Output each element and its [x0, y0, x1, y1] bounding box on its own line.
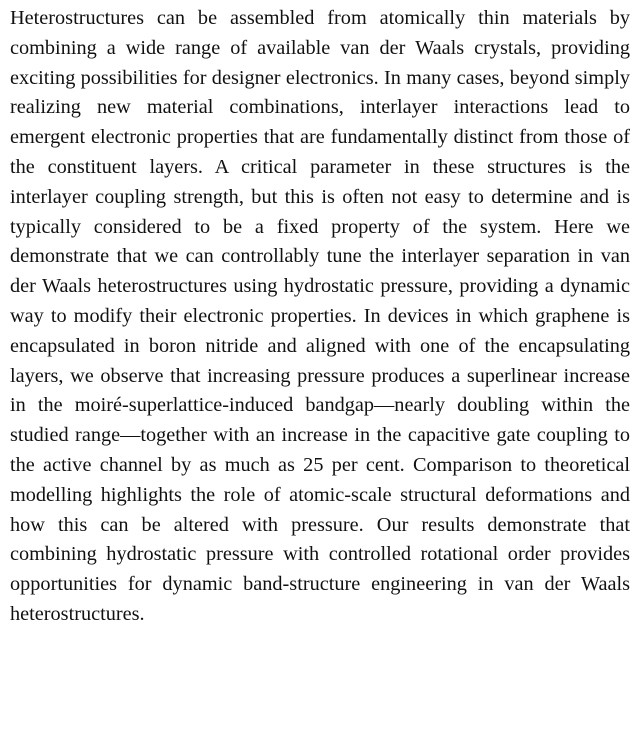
abstract-paragraph: Heterostructures can be assembled from atomically thin materials by combining a wide range of available van der Waals crystals, providing exciting possibilities for designer electronics. In many cases, beyond simply realizing new material combinations, interlayer interactions lead to emergent electronic properties that are fundamentally distinct from those of the constituent layers. A critical parameter in these structures is the interlayer coupling strength, but this is often not easy to determine and is typically considered to be a fixed property of the system. Here we demonstrate that we can controllably tune the interlayer separation in van der Waals heterostructures using hydrostatic pressure, providing a dynamic way to modify their electronic properties. In devices in which graphene is encapsulated in boron nitride and aligned with one of the encapsulating layers, we observe that increasing pressure produces a superlinear increase in the moiré-superlattice-induced bandgap—nearly doubling within the studied range—together with an increase in the capacitive gate coupling to the active channel by as much as 25 per cent. Comparison to theoretical modelling highlights the role of atomic-scale structural deformations and how this can be altered with pressure. Our results demonstrate that combining hydrostatic pressure with controlled rotational order provides opportunities for dynamic band-structure engineering in van der Waals heterostructures.: [10, 7, 630, 625]
